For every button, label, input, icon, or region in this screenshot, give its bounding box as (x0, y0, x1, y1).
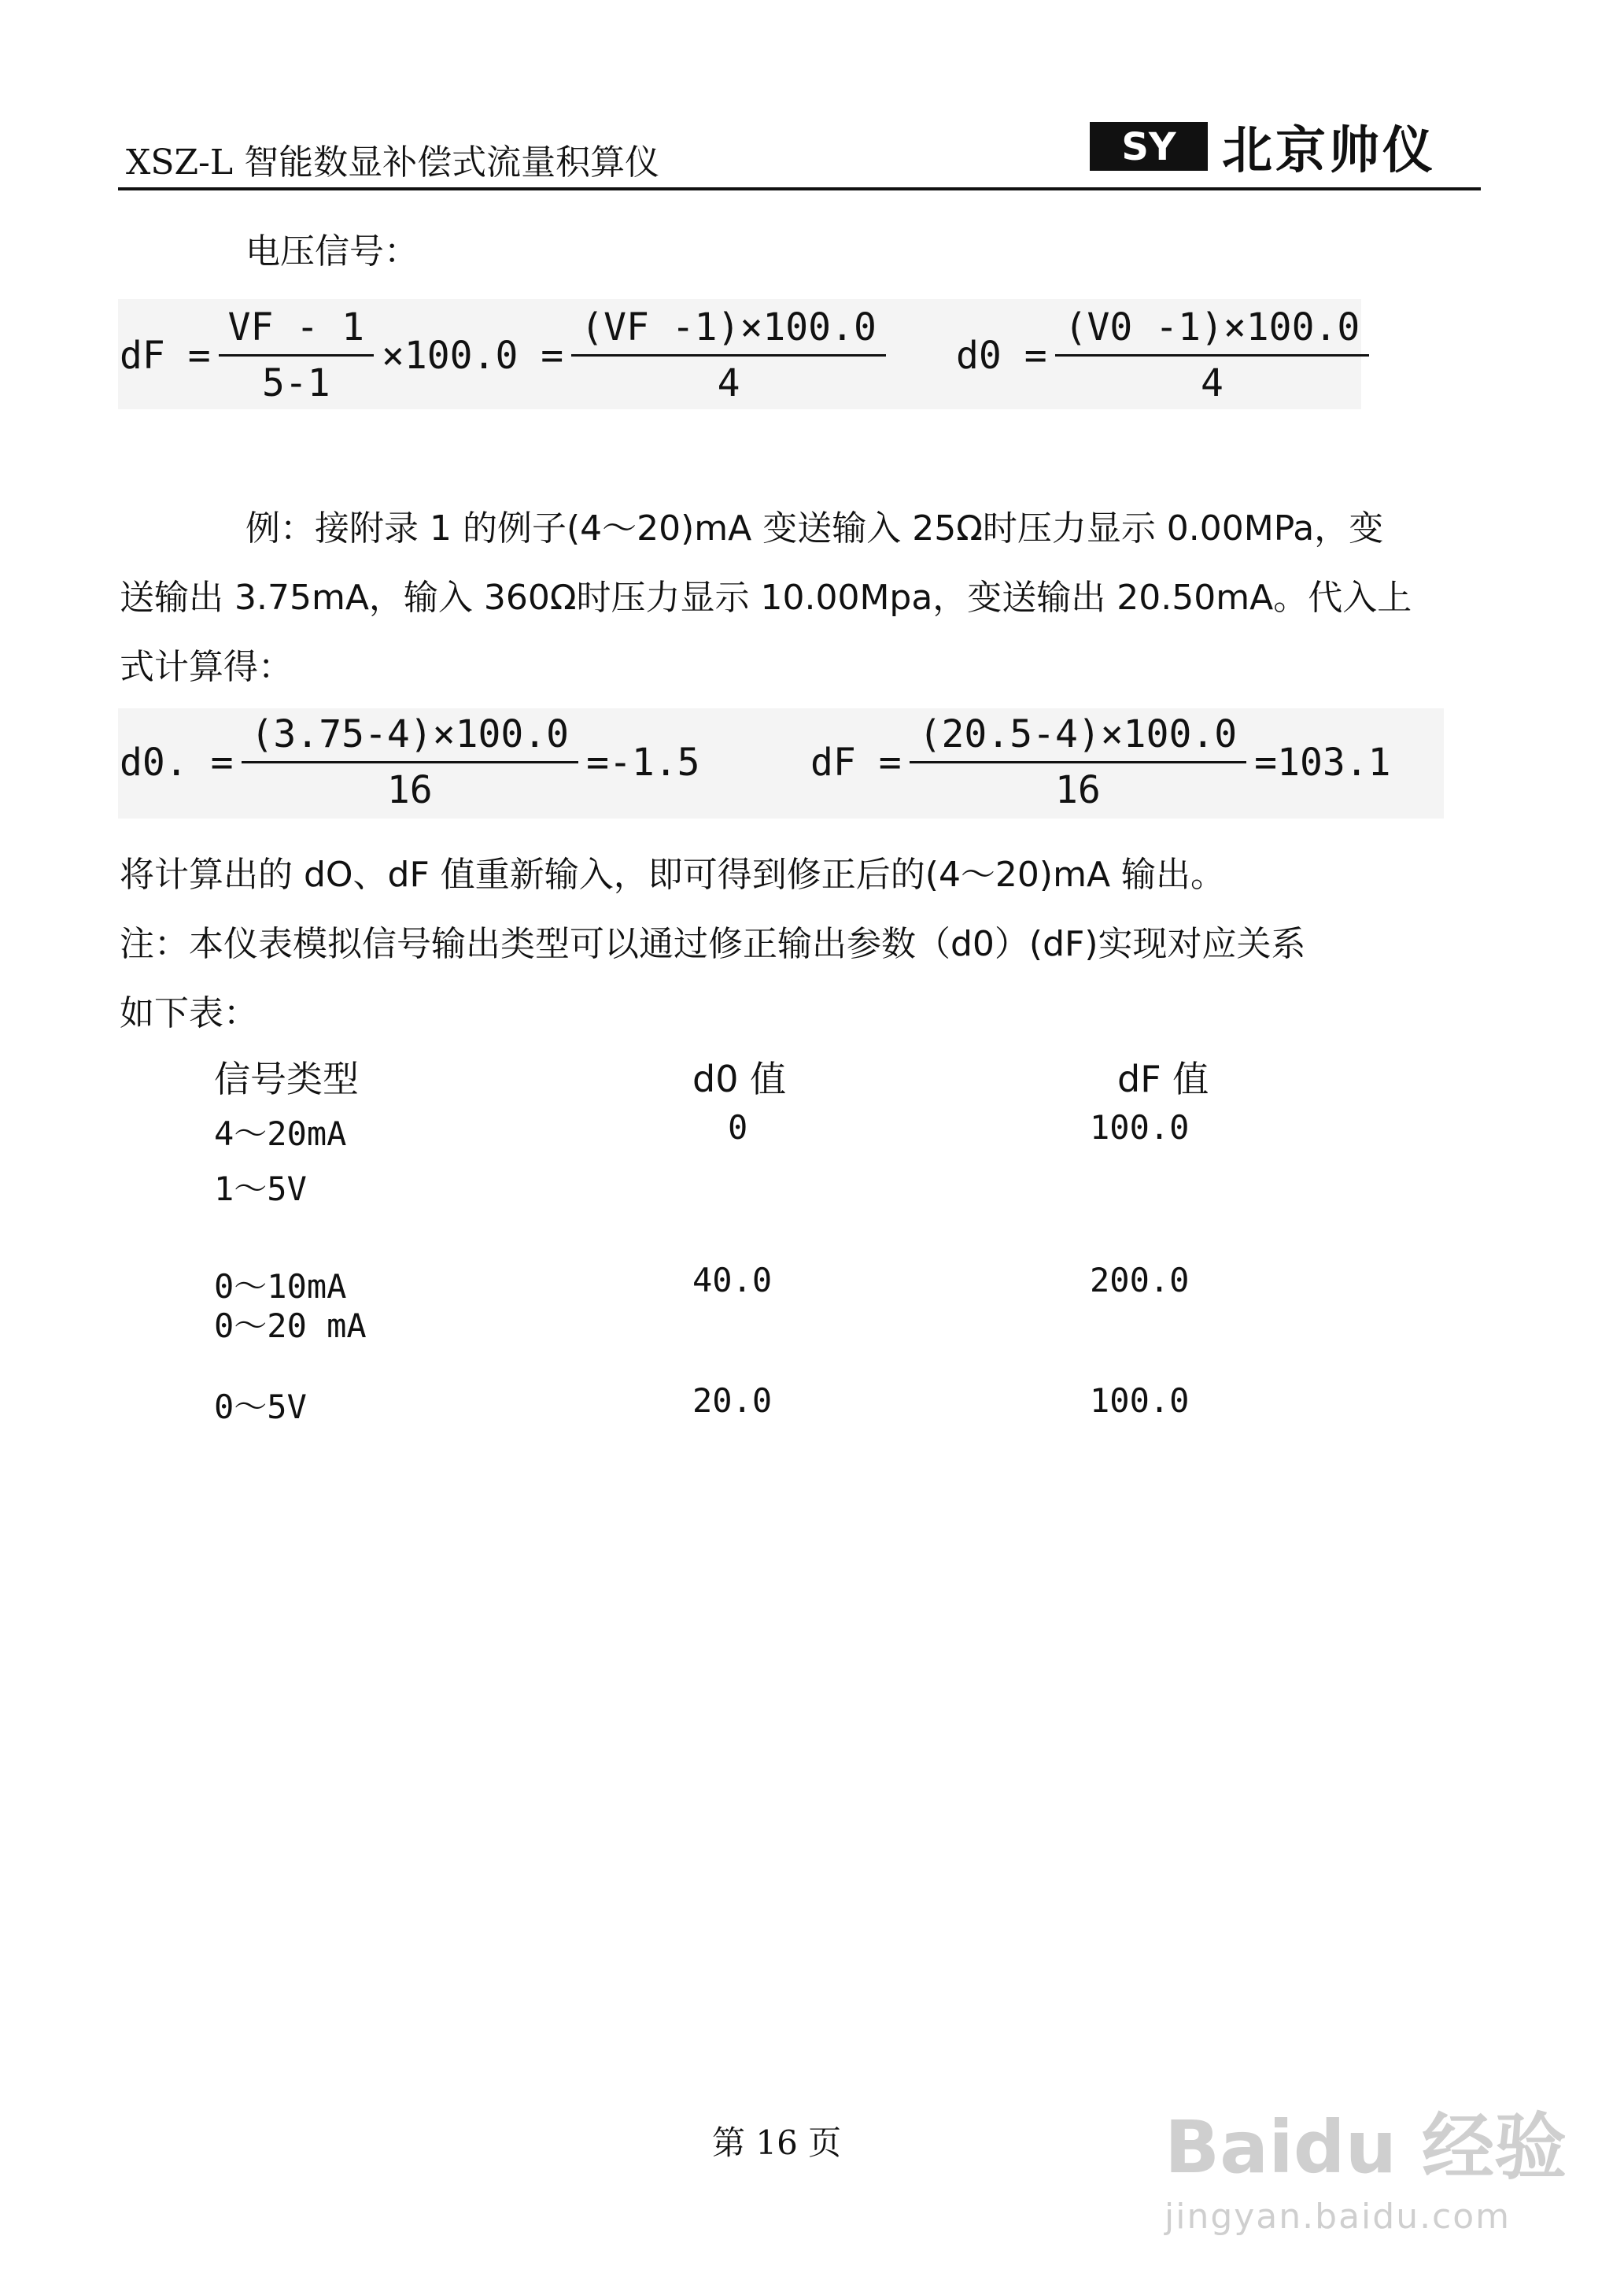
table-cell-d0: 20.0 (692, 1381, 773, 1420)
table-header-d0: d0 值 (692, 1058, 787, 1100)
fraction (1055, 305, 1370, 405)
watermark-url: jingyan.baidu.com (1164, 2197, 1511, 2237)
watermark-main: Baidu 经验 (1164, 2105, 1567, 2190)
fraction-denominator: 16 (1054, 768, 1101, 812)
note-line-1: 注：本仪表模拟信号输出类型可以通过修正输出参数（d0）(dF)实现对应关系 (120, 924, 1306, 964)
fraction-denominator: 5-1 (261, 361, 330, 405)
example-line-3: 式计算得： (120, 647, 293, 687)
example-line-2: 送输出 3.75mA，输入 360Ω时压力显示 10.00Mpa，变送输出 20.50mA。代入上 (120, 578, 1412, 618)
table-cell-df: 100.0 (1090, 1381, 1190, 1420)
table-cell-signal: 1～5V (214, 1170, 307, 1208)
header-divider (118, 187, 1481, 190)
formula-d0-voltage (956, 305, 1377, 405)
fraction (219, 305, 374, 405)
example-line-1: 例：接附录 1 的例子(4～20)mA 变送输入 25Ω时压力显示 0.00MPa，变 (245, 508, 1384, 549)
table-cell-signal: 0～5V (214, 1388, 307, 1426)
note-line-2: 如下表： (120, 993, 258, 1033)
formula-lhs: d0 = (956, 333, 1047, 378)
fraction-numerator: (VF -1)×100.0 (581, 305, 877, 349)
formula-lhs: dF = (810, 740, 902, 785)
fraction (910, 712, 1247, 812)
table-cell-df: 100.0 (1090, 1108, 1190, 1147)
formula-result: =-1.5 (586, 740, 700, 785)
fraction-numerator: (20.5-4)×100.0 (918, 712, 1238, 756)
table-cell-signal: 0～10mA (214, 1267, 347, 1306)
formula-multiply: ×100.0 = (381, 333, 564, 378)
table-header-df: dF 值 (1117, 1058, 1209, 1100)
formula-d0-example (120, 712, 700, 812)
fraction (242, 712, 579, 812)
company-logo (1090, 110, 1436, 183)
result-instruction: 将计算出的 dO、dF 值重新输入，即可得到修正后的(4～20)mA 输出。 (120, 855, 1226, 895)
sy-logo-icon (1090, 122, 1208, 171)
fraction (571, 305, 886, 405)
fraction-denominator: 16 (386, 768, 433, 812)
table-header-signal-type: 信号类型 (214, 1058, 359, 1100)
fraction-denominator: 4 (1200, 361, 1224, 405)
company-name: 北京帅仪 (1222, 121, 1436, 180)
table-cell-signal: 4～20mA (214, 1114, 347, 1153)
formula-lhs: d0. = (120, 740, 234, 785)
fraction-numerator: (3.75-4)×100.0 (250, 712, 570, 756)
formula-df-example (810, 712, 1391, 812)
fraction-denominator: 4 (717, 361, 740, 405)
table-cell-d0: 40.0 (692, 1261, 773, 1299)
table-cell-d0: 0 (728, 1108, 748, 1147)
page-number: 第 16 页 (712, 2123, 842, 2162)
table-cell-df: 200.0 (1090, 1261, 1190, 1299)
voltage-signal-label: 电压信号： (245, 231, 419, 272)
fraction-numerator: (V0 -1)×100.0 (1064, 305, 1360, 349)
table-cell-signal: 0～20 mA (214, 1306, 367, 1345)
baidu-watermark (1164, 2090, 1567, 2237)
svg-text:SY: SY (1121, 125, 1176, 169)
fraction-numerator: VF - 1 (227, 305, 364, 349)
document-title: XSZ-L 智能数显补偿式流量积算仪 (126, 142, 660, 183)
formula-lhs: dF = (120, 333, 211, 378)
formula-result: =103.1 (1254, 740, 1391, 785)
formula-df-voltage (120, 305, 894, 405)
